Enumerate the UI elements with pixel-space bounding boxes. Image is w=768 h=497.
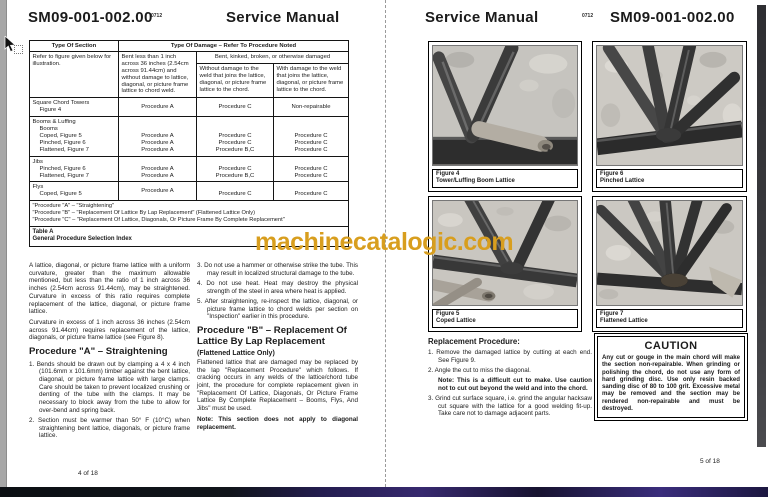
figure-7-caption <box>596 309 743 328</box>
procedure-a-heading: Procedure "A" – Straightening <box>29 346 168 358</box>
proc-cell: Procedure C <box>274 182 349 201</box>
list-item: 5. After straightening, re-inspect the lattice, diagonal, or picture frame lattice to chord welds per section on "Inspection" earlier in this procedure. <box>197 297 358 321</box>
section-line: Booms & Luffing <box>32 119 76 126</box>
section-cell <box>30 98 119 117</box>
caution-box <box>594 333 748 421</box>
section-line: Pinched, Figure 6 <box>39 139 86 146</box>
right-doc-number: SM09-001-002.00 <box>610 9 735 26</box>
proc-cell: Procedure C <box>197 98 274 117</box>
table-cell-refer-note: Refer to figure given below for illustration. <box>30 51 119 97</box>
list-item: 3. Do not use a hammer or otherwise strike the tube. This may result in localized structural damage to the tube. <box>197 262 358 277</box>
figure-caption-text: Tower/Luffing Boom Lattice <box>436 177 515 184</box>
proc-cell: Procedure C Procedure C Procedure C <box>274 117 349 157</box>
figure-caption-text: Flattened Lattice <box>600 317 648 324</box>
figure-4-box <box>428 41 582 192</box>
figure-6-box <box>592 41 747 192</box>
replacement-procedure-section <box>428 337 592 421</box>
viewer-bottom-bar <box>0 487 768 497</box>
figure-4-caption <box>432 169 578 188</box>
figure-label: Figure 6 <box>600 170 624 177</box>
table-row <box>30 182 349 201</box>
proc-cell: Procedure A Procedure A Procedure A <box>119 117 197 157</box>
section-line: Square Chord Towers <box>32 100 90 107</box>
section-line: Booms <box>39 126 58 133</box>
right-page-title: Service Manual <box>425 9 539 26</box>
figure-7-box <box>592 196 747 332</box>
proc-cell: Procedure A Procedure A <box>119 156 197 182</box>
proc-cell: Procedure C Procedure B,C <box>197 156 274 182</box>
viewer-right-edge <box>757 5 766 447</box>
proc-cell: Non-repairable <box>274 98 349 117</box>
figure-4-photo <box>432 45 578 166</box>
cursor-selection-box <box>14 45 23 54</box>
left-doc-number: SM09-001-002.00 <box>28 9 153 26</box>
section-line: Flys <box>32 184 44 191</box>
list-item: 1. Bends should be drawn out by clamping a 4 x 4 inch (101.6mm x 101.6mm) timber against the bent lattice, diagonal, or picture frame lattice with large clamps. Care should be taken to prevent localized crushing or denting of the tube with the clamps. It may be necessary to block away from the tube to allow for over-bend and spring back. <box>29 360 190 414</box>
figure-label: Figure 7 <box>600 310 624 317</box>
proc-cell: Procedure A <box>119 182 197 201</box>
left-revision-code: 0712 <box>151 13 163 19</box>
list-item: 1. Remove the damaged lattice by cutting at each end. See Figure 9. <box>428 349 592 364</box>
left-page-title: Service Manual <box>226 9 340 26</box>
proc-cell: Procedure C <box>197 182 274 201</box>
right-page-number: 5 of 18 <box>700 458 720 465</box>
replacement-procedure-heading: Replacement Procedure: <box>428 337 520 346</box>
paragraph: Curvature in excess of 1 inch across 36 inches (2.54cm across 91.44cm) requires replacement of the lattice, diagonals, or picture frame lattice (see Figure 8). <box>29 318 190 342</box>
table-row <box>30 98 349 117</box>
section-line: Coped, Figure 5 <box>39 132 82 139</box>
procedure-b-heading: Procedure "B" – Replacement Of Lattice By Lap Replacement <box>197 324 347 348</box>
section-cell <box>30 156 119 182</box>
table-cell-bent-kinked: Bent, kinked, broken, or otherwise damaged <box>197 51 349 63</box>
caution-title: CAUTION <box>644 340 698 352</box>
section-line: Coped, Figure 5 <box>39 191 82 198</box>
note-text: Note: This is a difficult cut to make. Use caution not to cut out beyond the weld and into the chord. <box>438 377 592 392</box>
right-revision-code: 0712 <box>582 13 594 19</box>
paragraph: Flattened lattice that are damaged may be replaced by the lap "Replacement Procedure" which follows. If cracking occurs in any welds of the lattice/chord tube joint, the procedure for complete replacement given in "Replacement Of Lattice, Diagonals, Or Picture Frame Lattice By Complete Replacement – Booms, Flys, And Jibs" must be used. <box>197 358 358 413</box>
figure-5-caption <box>432 309 578 328</box>
section-cell <box>30 182 119 201</box>
section-line: Flattened, Figure 7 <box>39 172 89 179</box>
caution-text: Any cut or gouge in the main chord will make the section non-repairable. When grinding or polishing the chord, do not use any form of hard grinding disc. Use only resin backed sanding disc of 80 to 100 grit. Excessive metal may be removed and the section may be rendered non-repairable and must be destroyed. <box>602 354 740 413</box>
table-cell-bent-less: Bent less than 1 inch across 36 inches (2.54cm across 91.44cm) and without damage to lattice, diagonal, or picture frame lattice to chord weld. <box>119 51 197 97</box>
figure-label: Figure 5 <box>436 310 460 317</box>
procedure-footnotes: "Procedure "A" – "Straightening" "Procedure "B" – "Replacement Of Lattice By Lap Replacement" (Flattened Lattice Only) "Procedure "C" – "Replacement Of Lattice, Diagonals, Or Picture Frame By Complete Replacement" <box>30 201 349 227</box>
left-page-number: 4 of 18 <box>78 470 98 477</box>
proc-cell: Procedure A <box>119 98 197 117</box>
table-row <box>30 156 349 182</box>
list-item: 3. Grind cut surface square, i.e. grind the angular hacksaw cut square with the lattice for a good welding fit-up. Take care not to damage adjacent parts. <box>428 395 592 418</box>
figure-caption-text: Coped Lattice <box>436 317 476 324</box>
proc-cell: Procedure C Procedure C Procedure B,C <box>197 117 274 157</box>
figure-6-photo <box>596 45 743 166</box>
figure-caption-text: Pinched Lattice <box>600 177 645 184</box>
table-header-type-of-section: Type Of Section <box>30 41 119 52</box>
procedure-selection-table <box>29 40 348 247</box>
figure-7-photo <box>596 200 743 306</box>
list-item: 2. Section must be warmer than 50° F (10°C) when straightening bent lattice, diagonals, or picture frame lattice. <box>29 416 190 440</box>
table-header-type-of-damage: Type Of Damage – Refer To Procedure Noted <box>119 41 349 52</box>
list-item: 2. Angle the cut to miss the diagonal. <box>428 366 531 374</box>
note-text: Note: This section does not apply to diagonal replacement. <box>197 415 358 431</box>
viewer-left-edge <box>0 0 7 487</box>
figure-label: Figure 4 <box>436 170 460 177</box>
section-line: Flattened, Figure 7 <box>39 146 89 153</box>
section-line: Jibs <box>32 158 43 165</box>
figure-5-box <box>428 196 582 332</box>
section-cell <box>30 117 119 157</box>
section-line: Figure 4 <box>39 107 62 114</box>
list-item: 4. Do not use heat. Heat may destroy the physical strength of the steel in area where heat is applied. <box>197 279 358 295</box>
watermark-text: machinecatalogic.com <box>255 228 514 256</box>
procedure-b-subheading: (Flattened Lattice Only) <box>197 349 275 357</box>
left-text-column-1 <box>29 262 190 443</box>
left-text-column-2 <box>197 262 358 434</box>
table-cell-without-damage: Without damage to the weld that joins the lattice, diagonal, or picture frame lattice to the chord. <box>197 64 274 98</box>
table-row <box>30 117 349 157</box>
section-line: Pinched, Figure 6 <box>39 165 86 172</box>
table-cell-with-damage: With damage to the weld that joins the lattice, diagonal, or picture frame lattice to the chord. <box>274 64 349 98</box>
figure-6-caption <box>596 169 743 188</box>
table-caption: Table A General Procedure Selection Index <box>30 227 349 246</box>
paragraph: A lattice, diagonal, or picture frame lattice with a uniform curvature, greater than the maximum allowable mentioned, but less than the ratio of 1 inch across 36 inches (2.54cm across 91.44cm), may be straightened. Curvature in excess of this ratio requires complete replacement of the lattice, diagonal, or picture frame lattice. <box>29 262 190 316</box>
proc-cell: Procedure C Procedure C <box>274 156 349 182</box>
